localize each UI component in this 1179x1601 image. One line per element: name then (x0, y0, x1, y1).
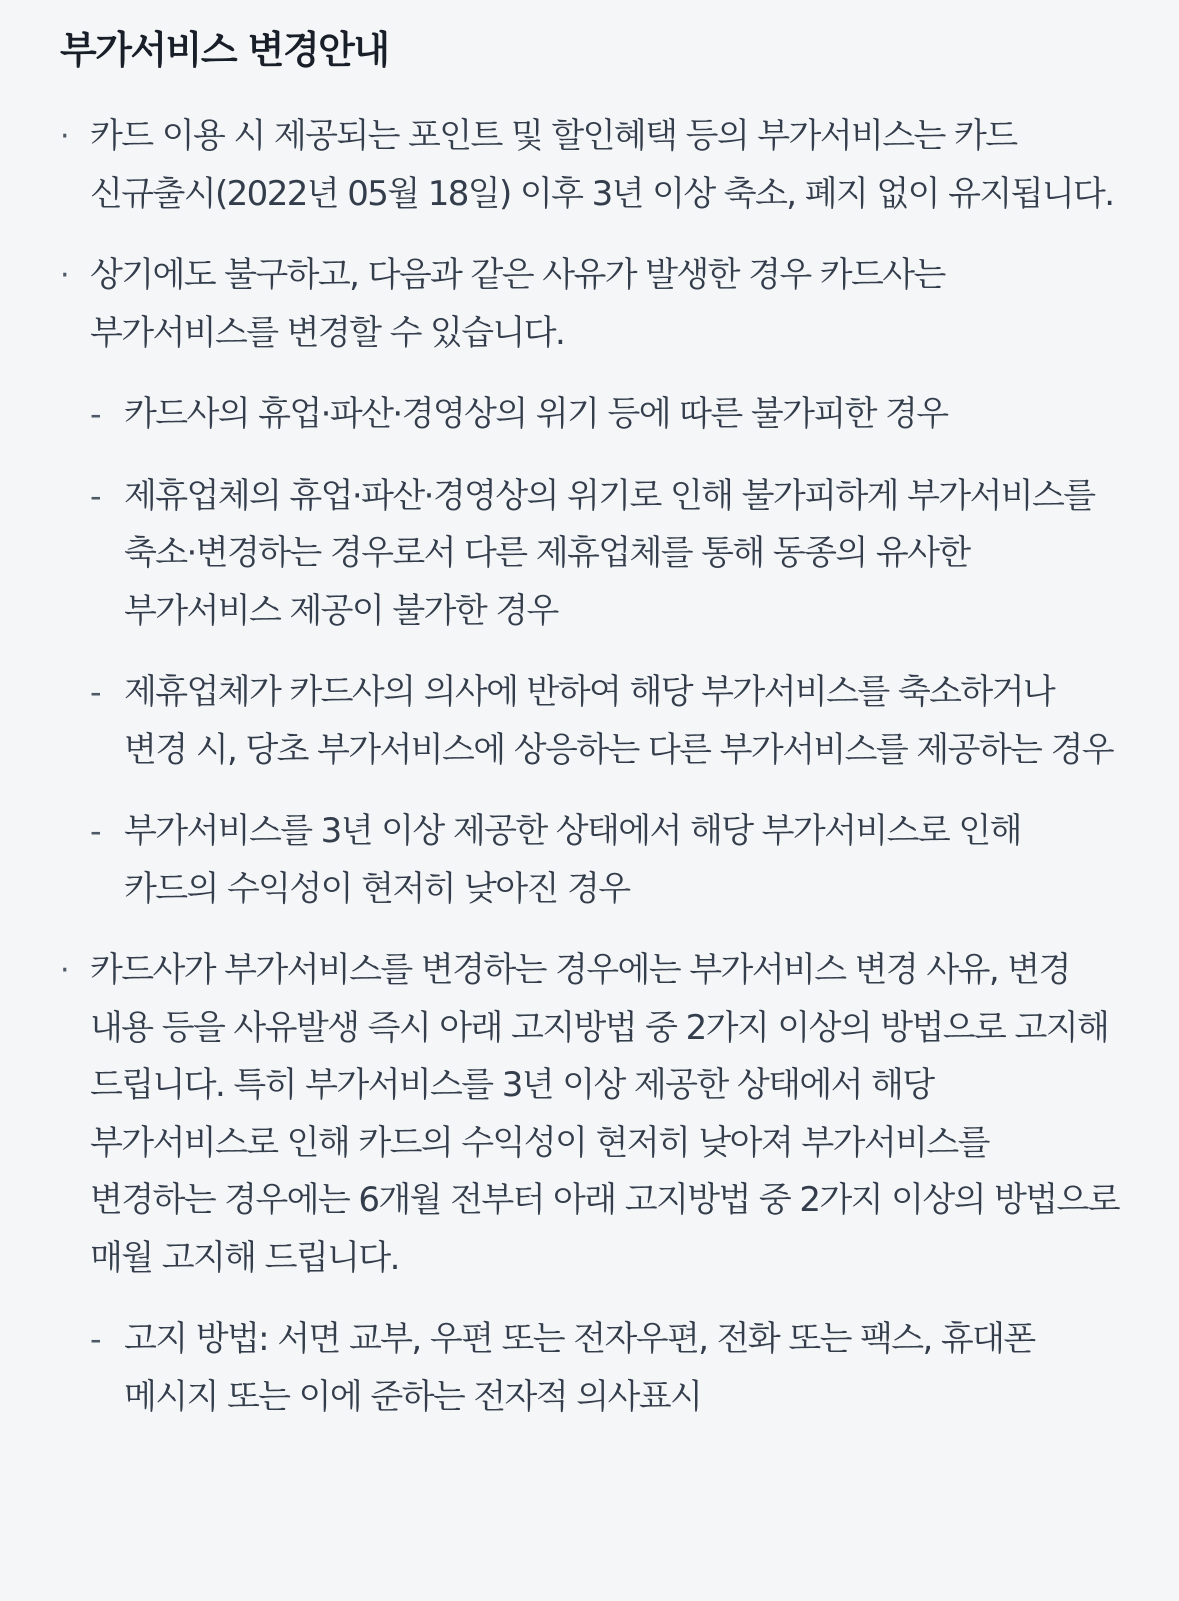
sub-item (90, 386, 1119, 444)
notice-text: 상기에도 불구하고, 다음과 같은 사유가 발생한 경우 카드사는 부가서비스를 변경할 수 있습니다. (90, 255, 945, 353)
dash-icon: - (90, 1320, 102, 1358)
sub-text: 제휴업체가 카드사의 의사에 반하여 해당 부가서비스를 축소하거나 변경 시, 당초 부가서비스에 상응하는 다른 부가서비스를 제공하는 경우 (124, 672, 1113, 770)
notice-list (60, 108, 1119, 1426)
bullet-dot-icon: · (60, 119, 70, 154)
notice-item (60, 108, 1119, 223)
sub-text: 고지 방법: 서면 교부, 우편 또는 전자우편, 전화 또는 팩스, 휴대폰 메시지 또는 이에 준하는 전자적 의사표시 (124, 1319, 1035, 1417)
sub-item (90, 803, 1119, 918)
dash-icon: - (90, 812, 102, 850)
sub-text: 카드사의 휴업·파산·경영상의 위기 등에 따른 불가피한 경우 (124, 394, 948, 434)
notice-text: 카드 이용 시 제공되는 포인트 및 할인혜택 등의 부가서비스는 카드 신규출시(2022년 05월 18일) 이후 3년 이상 축소, 폐지 없이 유지됩니다. (90, 116, 1114, 214)
bullet-dot-icon: · (60, 258, 70, 293)
dash-icon: - (90, 395, 102, 433)
sub-list (90, 386, 1119, 918)
dash-icon: - (90, 476, 102, 515)
sub-item (90, 468, 1119, 641)
bullet-dot-icon: · (60, 953, 70, 988)
sub-list (90, 1311, 1119, 1426)
dash-icon: - (90, 673, 102, 711)
notice-item (60, 247, 1119, 918)
notice-text: 카드사가 부가서비스를 변경하는 경우에는 부가서비스 변경 사유, 변경 내용 등을 사유발생 즉시 아래 고지방법 중 2가지 이상의 방법으로 고지해 드립니다. 특히 부가서비스를 3년 이상 제공한 상태에서 해당 부가서비스로 인해 카드의 수익성이 현저히 낮아져 부가서비스를 변경하는 경우에는 6개월 전부터 아래 고지방법 중 2가지 이상의 방법으로 매월 고지해 드립니다. (90, 950, 1120, 1278)
sub-text: 제휴업체의 휴업·파산·경영상의 위기로 인해 불가피하게 부가서비스를 축소·변경하는 경우로서 다른 제휴업체를 통해 동종의 유사한 부가서비스 제공이 불가한 경우 (124, 475, 1095, 631)
sub-item (90, 1311, 1119, 1426)
sub-item (90, 664, 1119, 779)
page-title: 부가서비스 변경안내 (60, 28, 389, 72)
notice-item (60, 942, 1119, 1426)
sub-text: 부가서비스를 3년 이상 제공한 상태에서 해당 부가서비스로 인해 카드의 수익성이 현저히 낮아진 경우 (124, 811, 1021, 909)
